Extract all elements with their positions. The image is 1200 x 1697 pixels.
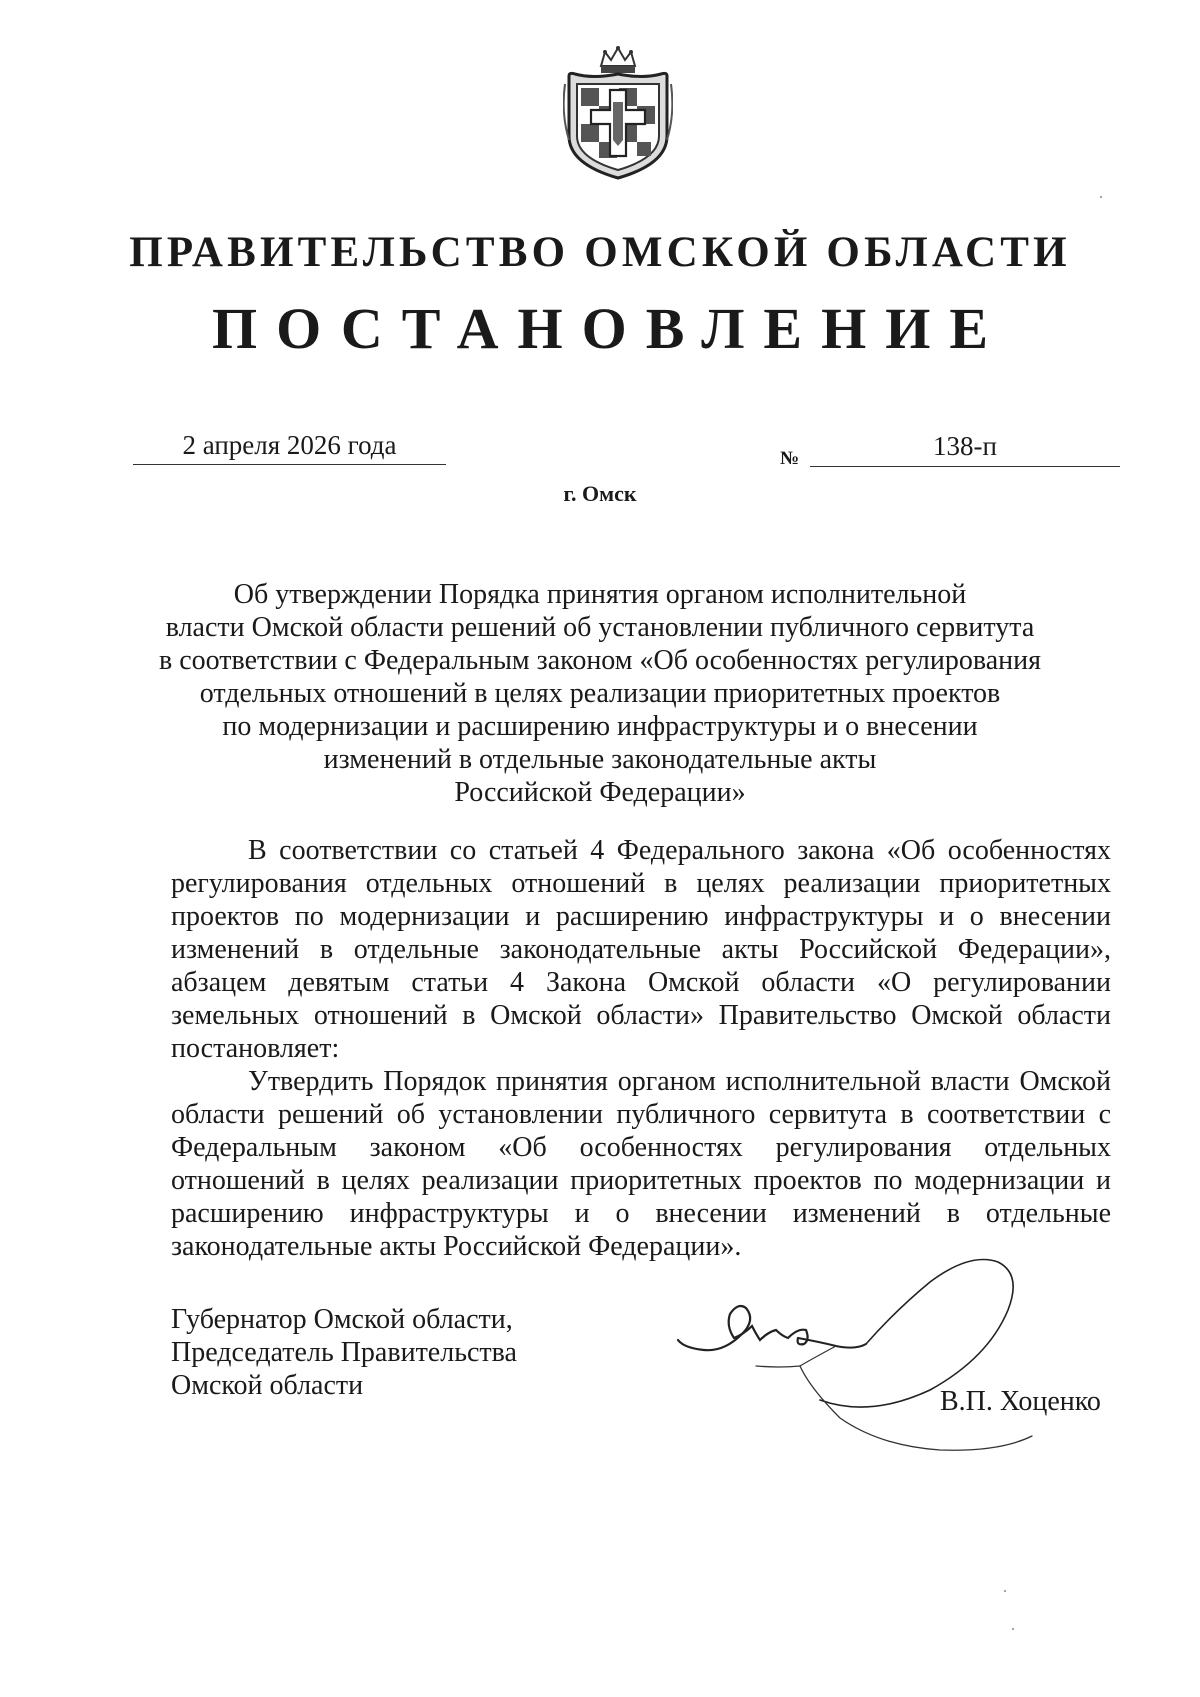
signatory-position-line: Губернатор Омской области,: [171, 1304, 513, 1335]
signatory-name: В.П. Хоценко: [940, 1386, 1101, 1417]
title-line: Об утверждении Порядка принятия органом исполнительной: [233, 579, 967, 610]
title-line: отдельных отношений в целях реализации приоритетных проектов: [199, 678, 1001, 709]
coat-of-arms-icon: [563, 44, 673, 182]
organization-name: ПРАВИТЕЛЬСТВО ОМСКОЙ ОБЛАСТИ: [129, 229, 1071, 276]
title-line: в соответствии с Федеральным законом «Об особенностях регулирования: [159, 645, 1041, 676]
scan-speck: [1004, 1590, 1006, 1592]
signatory-position-line: Омской области: [171, 1370, 364, 1401]
signatory-position-line: Председатель Правительства: [171, 1337, 517, 1368]
number-label: №: [780, 448, 800, 469]
scan-speck: [1012, 1628, 1014, 1630]
handwritten-signature: [660, 1240, 1100, 1470]
title-line: по модернизации и расширению инфраструктуры и о внесении: [222, 711, 978, 742]
title-line: власти Омской области решений об установлении публичного сервитута: [165, 612, 1035, 643]
document-title: [150, 578, 1050, 809]
body-paragraph: Утвердить Порядок принятия органом исполнительной власти Омской области решений об установлении публичного сервитута в соответствии с Федеральным законом «Об особенностях регулирования отдельных отношений в целях реализации приоритетных проектов по модернизации и расширению инфраструктуры и о внесении изменений в отдельные законодательные акты Российской Федерации».: [171, 1066, 1111, 1262]
document-body: [171, 834, 1111, 1263]
title-line: изменений в отдельные законодательные акты: [323, 744, 877, 775]
scan-speck: [1100, 196, 1102, 198]
document-type: ПОСТАНОВЛЕНИЕ: [211, 296, 1008, 361]
city: г. Омск: [563, 481, 637, 506]
date-underline: [133, 464, 446, 465]
title-line: Российской Федерации»: [454, 777, 746, 808]
body-paragraph: В соответствии со статьей 4 Федерального закона «Об особенностях регулирования отдельных отношений в целях реализации приоритетных проектов по модернизации и расширению инфраструктуры и о внесении изменений в отдельные законодательные акты Российской Федерации», абзацем девятым статьи 4 Закона Омской области «О регулировании земельных отношений в Омской области» Правительство Омской области постановляет:: [171, 835, 1111, 1064]
document-number: 138-п: [933, 431, 997, 461]
number-underline: [810, 466, 1120, 467]
signatory-position: [171, 1303, 517, 1402]
document-date: 2 апреля 2026 года: [182, 430, 397, 460]
